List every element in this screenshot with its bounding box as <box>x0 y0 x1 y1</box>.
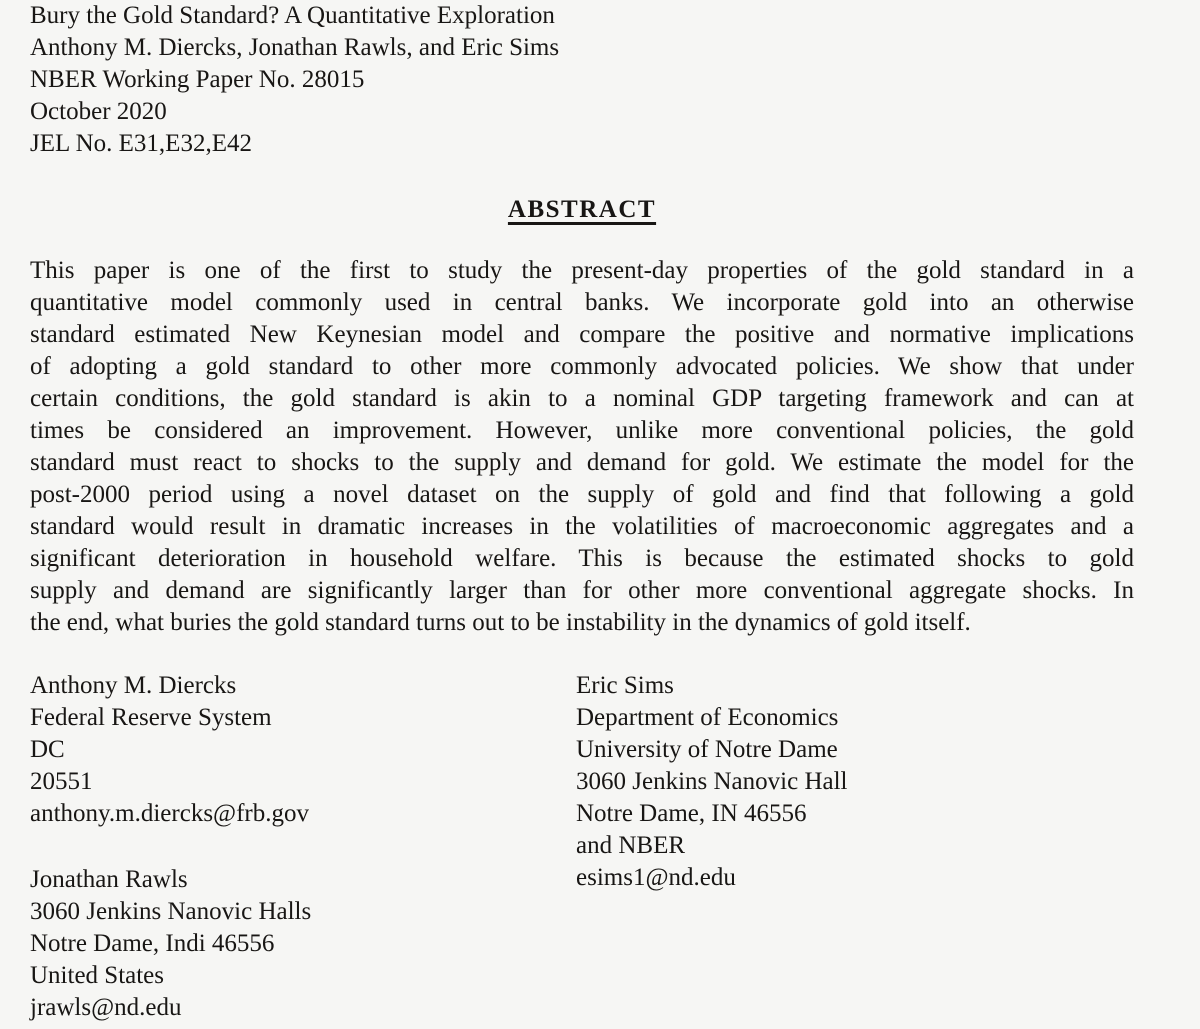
abstract-line: standard must react to shocks to the supply and demand for gold. We estimate the model for the <box>30 449 1134 476</box>
contact-name: Anthony M. Diercks <box>30 672 237 699</box>
author-email: esims1@nd.edu <box>576 864 736 891</box>
abstract-text <box>30 255 1134 639</box>
contact-address: United States <box>30 962 165 989</box>
abstract-line: quantitative model commonly used in central banks. We incorporate gold into an otherwise <box>30 289 1134 316</box>
author-contacts <box>30 670 1134 1024</box>
working-paper-number: NBER Working Paper No. 28015 <box>30 66 365 93</box>
contact-column-left <box>30 670 576 1024</box>
abstract-line: certain conditions, the gold standard is akin to a nominal GDP targeting framework and can at <box>30 385 1134 412</box>
abstract-line: standard would result in dramatic increases in the volatilities of macroeconomic aggregates and a <box>30 513 1134 540</box>
contact-affiliation: Department of Economics <box>576 704 839 731</box>
contact-address: 3060 Jenkins Nanovic Hall <box>576 768 848 795</box>
abstract-line: significant deterioration in household welfare. This is because the estimated shocks to gold <box>30 545 1134 572</box>
contact-block-diercks <box>30 670 576 830</box>
contact-affiliation: Federal Reserve System <box>30 704 272 731</box>
abstract-heading-text: ABSTRACT <box>507 196 657 223</box>
contact-block-sims <box>576 670 1134 894</box>
abstract-line: This paper is one of the first to study the present-day properties of the gold standard in a <box>30 257 1134 284</box>
paper-authors: Anthony M. Diercks, Jonathan Rawls, and Eric Sims <box>30 34 560 61</box>
abstract-line: of adopting a gold standard to other more commonly advocated policies. We show that under <box>30 353 1134 380</box>
contact-affiliation: and NBER <box>576 832 686 859</box>
contact-address: Notre Dame, IN 46556 <box>576 800 807 827</box>
contact-name: Jonathan Rawls <box>30 866 188 893</box>
author-email: jrawls@nd.edu <box>30 994 182 1021</box>
contact-address: 3060 Jenkins Nanovic Halls <box>30 898 312 925</box>
abstract-line: the end, what buries the gold standard turns out to be instability in the dynamics of gold itself. <box>30 609 971 636</box>
contact-address: Notre Dame, Indi 46556 <box>30 930 275 957</box>
contact-block-rawls <box>30 864 576 1024</box>
contact-column-right <box>576 670 1134 1024</box>
author-email: anthony.m.diercks@frb.gov <box>30 800 309 827</box>
paper-title: Bury the Gold Standard? A Quantitative Exploration <box>30 2 555 29</box>
abstract-line: supply and demand are significantly larger than for other more conventional aggregate shocks. In <box>30 577 1134 604</box>
paper-date: October 2020 <box>30 98 167 125</box>
abstract-line: post-2000 period using a novel dataset on the supply of gold and find that following a gold <box>30 481 1134 508</box>
contact-name: Eric Sims <box>576 672 674 699</box>
contact-address: 20551 <box>30 768 93 795</box>
abstract-line: standard estimated New Keynesian model and compare the positive and normative implications <box>30 321 1134 348</box>
contact-address: DC <box>30 736 65 763</box>
abstract-line: times be considered an improvement. However, unlike more conventional policies, the gold <box>30 417 1134 444</box>
jel-codes: JEL No. E31,E32,E42 <box>30 130 252 157</box>
abstract-heading <box>30 194 1134 226</box>
paper-header <box>30 0 1134 160</box>
contact-affiliation: University of Notre Dame <box>576 736 838 763</box>
